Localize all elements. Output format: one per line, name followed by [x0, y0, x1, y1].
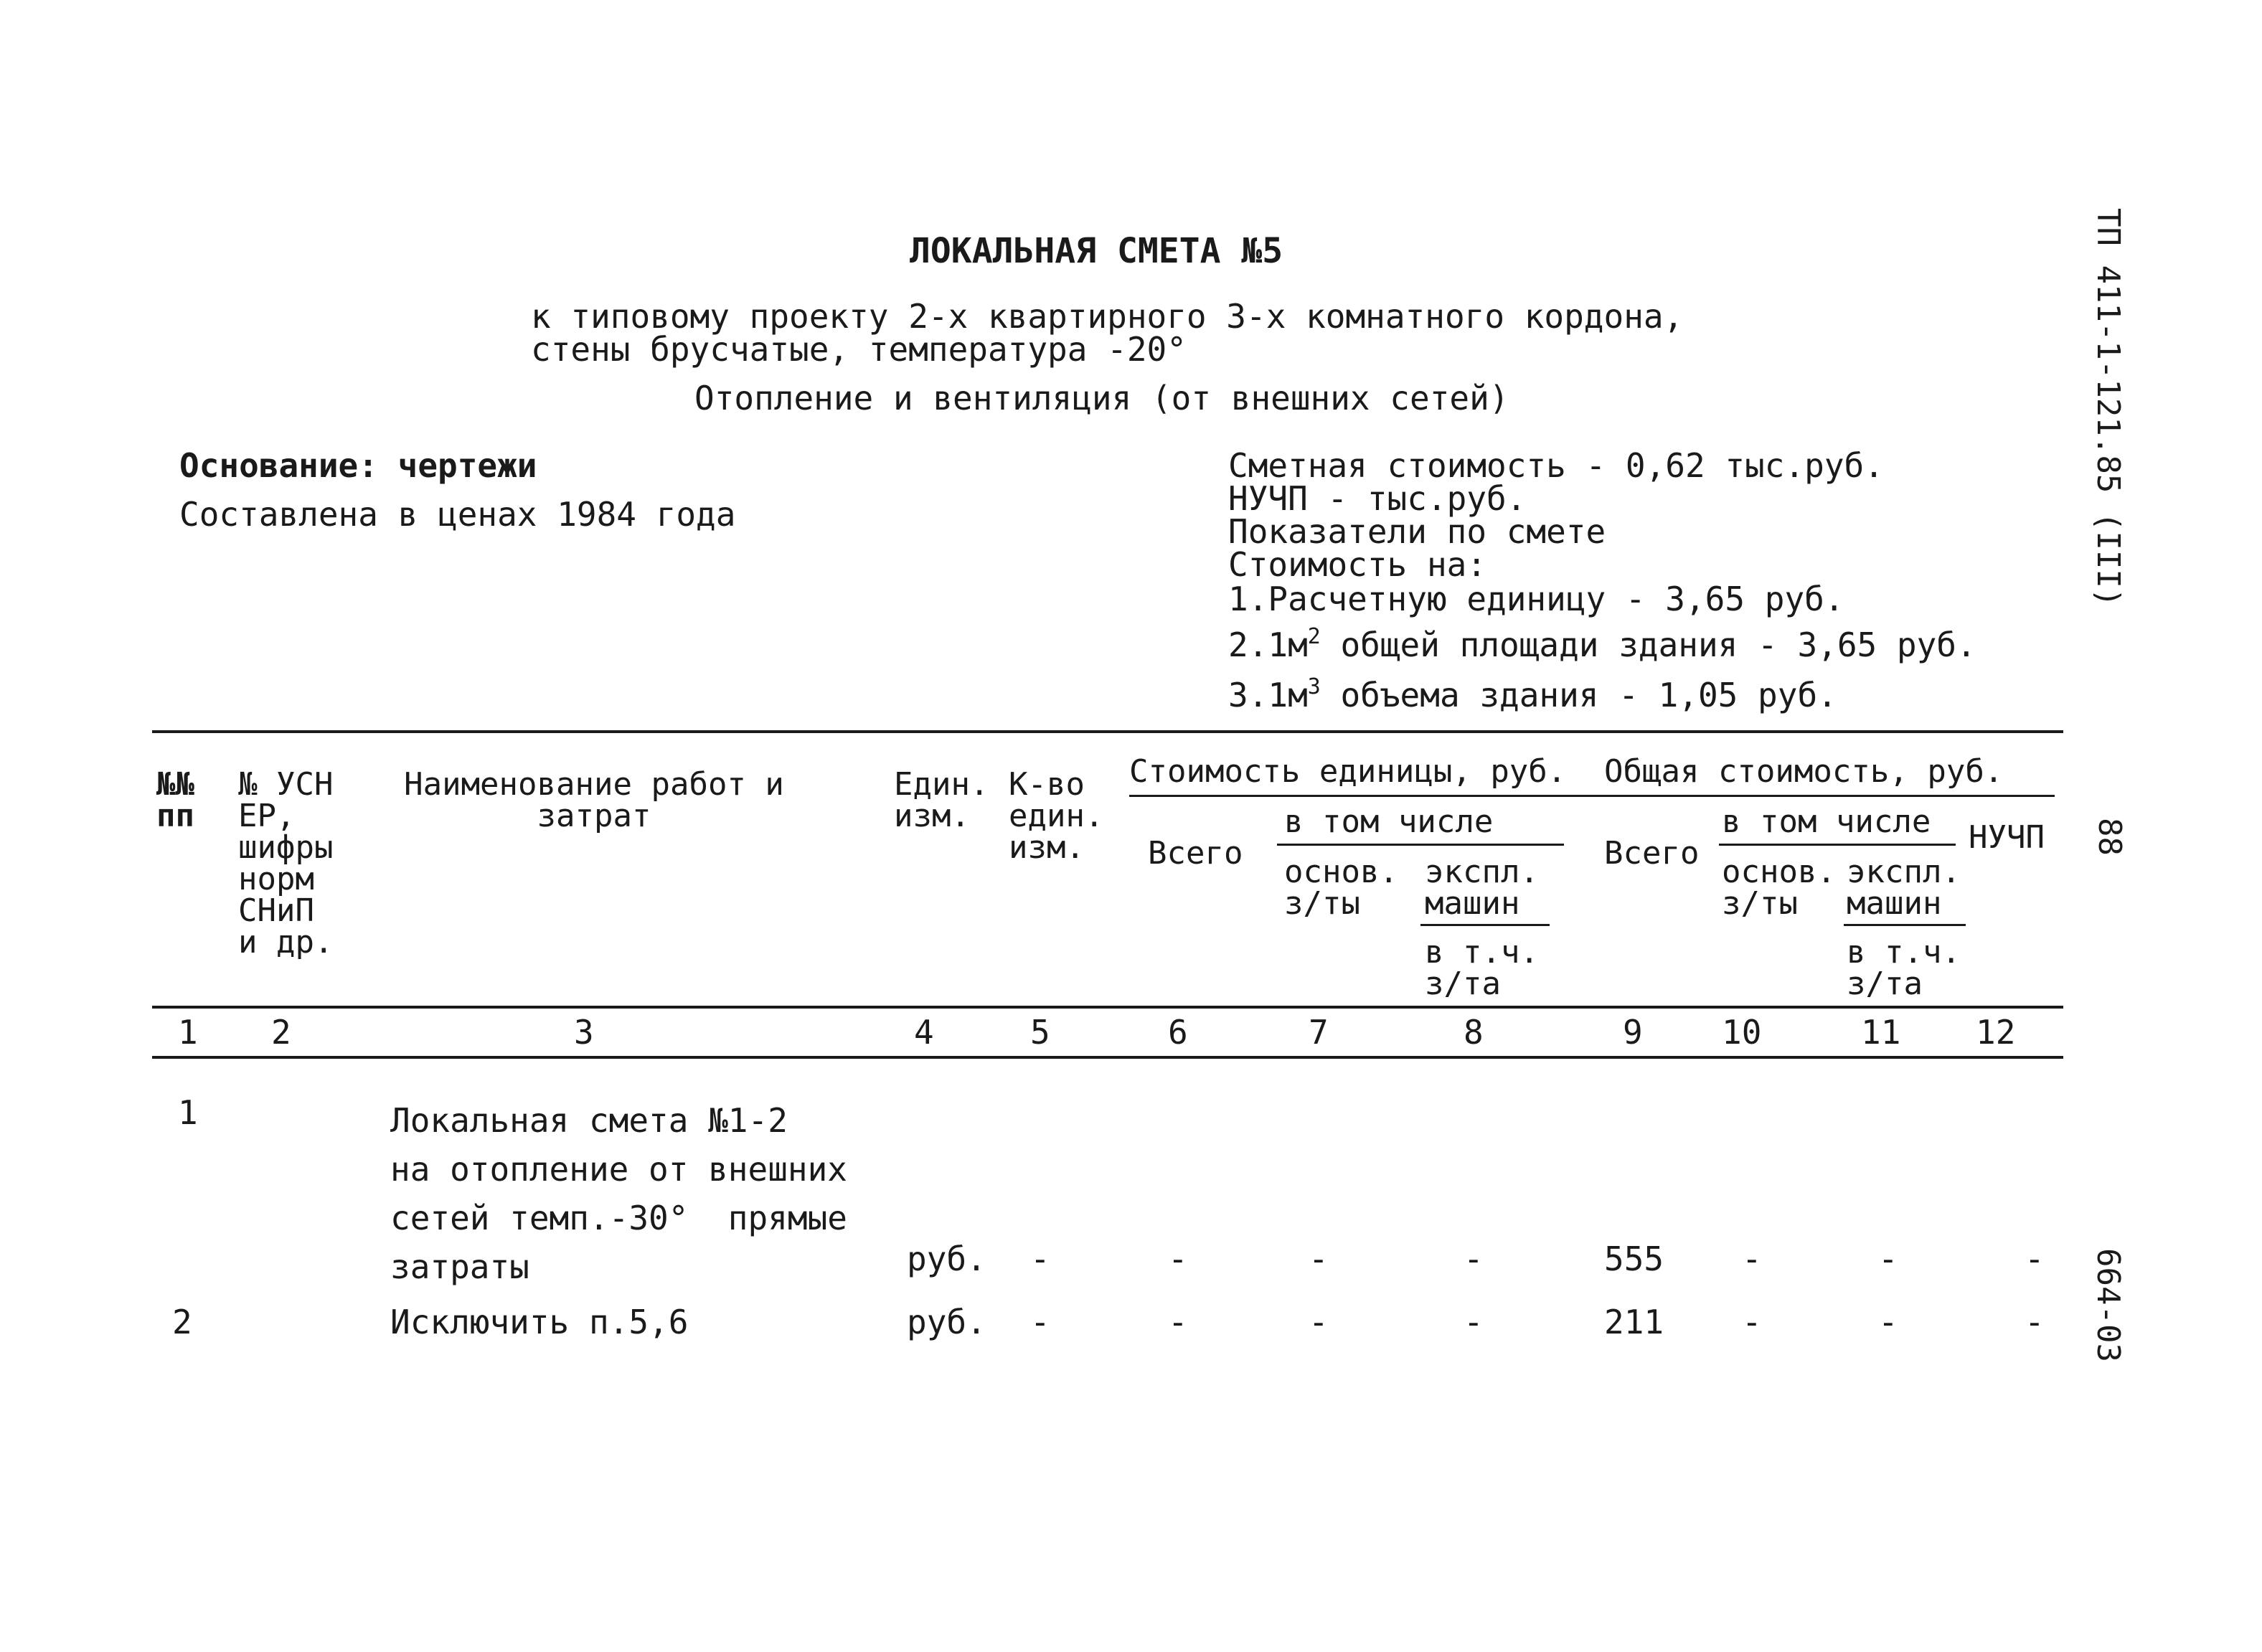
row-unit-total: - — [1168, 1303, 1188, 1341]
summary-cost-for: Стоимость на: — [1228, 545, 1487, 584]
row-unit: руб. — [907, 1240, 986, 1278]
summary-item-1: 1.Расчетную единицу - 3,65 руб. — [1228, 580, 1844, 618]
row-unit-base-wage: - — [1309, 1303, 1329, 1341]
table-top-border — [152, 730, 2063, 733]
header-total-machines-line — [1844, 924, 1966, 926]
page-number: 88 — [2091, 818, 2128, 856]
header-unit-machines-line — [1420, 924, 1550, 926]
header-nuchp: НУЧП — [1969, 819, 2045, 856]
row-unit: руб. — [907, 1303, 986, 1341]
column-number: 10 — [1722, 1013, 1762, 1052]
header-unit-incl: в том числе — [1284, 803, 1494, 840]
column-number: 12 — [1976, 1013, 2016, 1052]
subtitle-line-2: стены брусчатые, температура -20° — [531, 330, 1187, 369]
row-unit-base-wage: - — [1309, 1240, 1329, 1278]
column-numbers-bottom-border — [152, 1056, 2063, 1059]
header-col-4: Един. изм. — [894, 766, 989, 834]
column-number: 5 — [1030, 1013, 1050, 1052]
header-group-line — [1129, 795, 2055, 797]
row-total-machines: - — [1878, 1240, 1898, 1278]
column-numbers-top-border — [152, 1006, 2063, 1009]
header-total-incl: в том числе — [1722, 803, 1931, 840]
column-number: 11 — [1861, 1013, 1901, 1052]
side-code-bottom: 664-03 — [2090, 1248, 2126, 1362]
header-col-3: Наименование работ и затрат — [404, 766, 784, 834]
row-nuchp: - — [2025, 1303, 2045, 1341]
row-number: 1 — [178, 1093, 198, 1132]
row-total-base-wage: - — [1742, 1240, 1762, 1278]
subtitle-line-1: к типовому проекту 2-х квартирного 3-х комнатного кордона, — [531, 297, 1684, 336]
column-number: 6 — [1168, 1013, 1188, 1052]
header-total-incl-line — [1719, 844, 1956, 846]
row-unit-total: - — [1168, 1240, 1188, 1278]
header-unit-total: Всего — [1148, 835, 1243, 872]
row-unit-machines: - — [1464, 1240, 1484, 1278]
column-number: 2 — [271, 1013, 291, 1052]
summary-item-3: $3.1м^3$ объема здания - 1,05 руб. — [1228, 674, 1837, 714]
row-qty: - — [1030, 1303, 1050, 1341]
header-unit-incl-wage: в т.ч. з/та — [1425, 934, 1539, 1002]
row-name: Локальная смета №1-2 на отопление от внешних сетей темп.-30° прямые затраты — [390, 1101, 847, 1286]
summary-cost: Сметная стоимость - 0,62 тыс.руб. — [1228, 446, 1884, 485]
column-number: 7 — [1309, 1013, 1329, 1052]
header-col-5: К-во един. изм. — [1009, 766, 1104, 866]
row-total-base-wage: - — [1742, 1303, 1762, 1341]
header-total-total: Всего — [1604, 835, 1700, 872]
header-unit-cost: Стоимость единицы, руб. — [1129, 753, 1567, 790]
row-qty: - — [1030, 1240, 1050, 1278]
row-unit-machines: - — [1464, 1303, 1484, 1341]
side-code: ТП 411-1-121.85 (III) — [2090, 208, 2126, 608]
header-unit-machines: экспл. машин — [1425, 854, 1539, 922]
summary-item-2: $2.1м^2$ общей площади здания - 3,65 руб. — [1228, 624, 1976, 664]
header-unit-base-wage: основ. з/ты — [1284, 854, 1398, 922]
summary-indicators: Показатели по смете — [1228, 512, 1606, 551]
column-number: 1 — [178, 1013, 198, 1052]
summary-nuchp: НУЧП - тыс.руб. — [1228, 479, 1527, 518]
column-number: 8 — [1464, 1013, 1484, 1052]
column-number: 4 — [914, 1013, 934, 1052]
header-total-incl-wage: в т.ч. з/та — [1847, 934, 1961, 1002]
header-col-2: № УСН ЕР, шифры норм СНиП и др. — [238, 766, 334, 960]
header-total-cost: Общая стоимость, руб. — [1604, 753, 2004, 790]
section-title: Отопление и вентиляция (от внешних сетей) — [694, 379, 1509, 417]
basis-text: Основание: чертежи — [179, 446, 537, 485]
row-total: 555 — [1604, 1240, 1664, 1278]
header-total-machines: экспл. машин — [1847, 854, 1961, 922]
header-unit-incl-line — [1277, 844, 1564, 846]
row-number: 2 — [172, 1303, 192, 1341]
document-title: ЛОКАЛЬНАЯ СМЕТА №5 — [910, 231, 1283, 271]
row-nuchp: - — [2025, 1240, 2045, 1278]
row-total: 211 — [1604, 1303, 1664, 1341]
prices-text: Составлена в ценах 1984 года — [179, 495, 736, 534]
header-col-1: №№ пп — [156, 766, 194, 834]
column-number: 9 — [1623, 1013, 1643, 1052]
row-name: Исключить п.5,6 — [390, 1303, 689, 1341]
column-number: 3 — [574, 1013, 594, 1052]
row-total-machines: - — [1878, 1303, 1898, 1341]
header-total-base-wage: основ. з/ты — [1722, 854, 1836, 922]
